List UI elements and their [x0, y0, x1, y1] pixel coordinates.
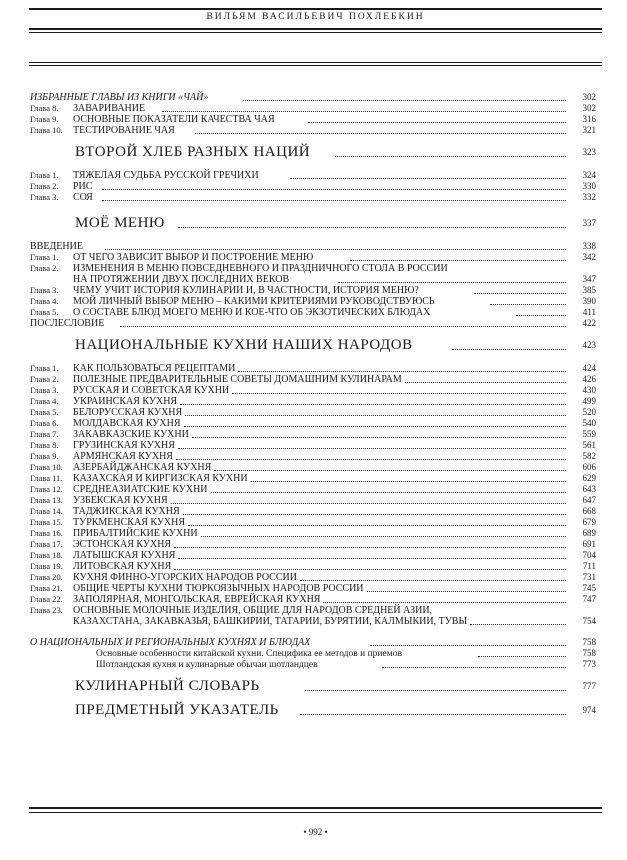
toc-section-bread[interactable]	[30, 140, 596, 164]
chapter-title: ЗАПОЛЯРНАЯ, МОНГОЛЬСКАЯ, ЕВРЕЙСКАЯ КУХНЯ	[73, 594, 321, 605]
toc-section-national[interactable]	[30, 333, 596, 357]
toc-entry[interactable]	[30, 396, 596, 407]
dot-leader	[201, 528, 566, 537]
chapter-label: Глава 3.	[30, 285, 59, 295]
chapter-label: Глава 9.	[30, 451, 59, 461]
dot-leader	[178, 440, 566, 449]
dot-leader	[335, 140, 566, 157]
dot-leader	[300, 572, 566, 581]
chapter-label: Глава 6.	[30, 418, 59, 428]
dot-leader	[452, 333, 566, 350]
chapter-title: ПРИБАЛТИЙСКИЕ КУХНИ	[73, 528, 198, 539]
page-number: 342	[582, 252, 596, 262]
chapter-label: Глава 2.	[30, 263, 59, 273]
national-chapter-list	[30, 363, 596, 627]
chapter-title: О СОСТАВЕ БЛЮД МОЕГО МЕНЮ И КОЕ-ЧТО ОБ ЭКЗОТИЧЕСКИХ БЛЮДАХ	[73, 307, 431, 318]
section-title: ПРЕДМЕТНЫЙ УКАЗАТЕЛЬ	[75, 702, 279, 718]
chapter-label: Глава 15.	[30, 517, 63, 527]
chapter-label: Глава 14.	[30, 506, 63, 516]
chapter-title: ЛИТОВСКАЯ КУХНЯ	[73, 561, 172, 572]
toc-entry[interactable]	[30, 252, 596, 263]
page-number-footer: • 992 •	[303, 827, 328, 837]
chapter-title-line2: КАЗАХСТАНА, ЗАКАВКАЗЬЯ, БАШКИРИИ, ТАТАРИИ, БУРЯТИИ, КАЛМЫКИИ, ТУВЫ	[73, 616, 468, 627]
dot-leader	[102, 181, 566, 190]
chapter-title: МОЙ ЛИЧНЫЙ ВЫБОР МЕНЮ – КАКИМИ КРИТЕРИЯМИ РУКОВОДСТВУЮСЬ	[73, 296, 435, 307]
toc-entry[interactable]	[30, 583, 596, 594]
toc-entry[interactable]	[30, 418, 596, 429]
dot-leader	[178, 550, 566, 559]
chapter-label: Глава 5.	[30, 307, 59, 317]
toc-entry[interactable]	[30, 462, 596, 473]
toc-entry[interactable]	[30, 451, 596, 462]
page-number: 643	[582, 484, 596, 494]
chapter-label: Глава 17.	[30, 539, 63, 549]
section-title: ВТОРОЙ ХЛЕБ РАЗНЫХ НАЦИЙ	[75, 144, 311, 160]
toc-entry[interactable]	[30, 572, 596, 583]
toc-entry[interactable]	[30, 114, 596, 125]
chapter-label: Глава 1.	[30, 363, 59, 373]
page-number: 426	[582, 374, 596, 384]
toc-section-regional[interactable]	[30, 637, 596, 648]
dot-leader	[185, 407, 566, 416]
chapter-label: Глава 1.	[30, 170, 59, 180]
toc-entry[interactable]	[30, 561, 596, 572]
page-number: 424	[582, 363, 596, 373]
dot-leader	[180, 396, 566, 405]
dot-leader	[171, 495, 566, 504]
page-number: 711	[582, 561, 596, 571]
dot-leader	[308, 114, 566, 123]
page-number: 332	[582, 192, 596, 202]
chapter-label: Глава 22.	[30, 594, 63, 604]
chapter-label: Глава 21.	[30, 583, 63, 593]
chapter-title: СОЯ	[73, 192, 93, 203]
toc-entry[interactable]	[30, 385, 596, 396]
header-rule-1	[29, 28, 602, 30]
chapter-title: УКРАИНСКАЯ КУХНЯ	[73, 396, 178, 407]
chapter-label: Глава 9.	[30, 114, 59, 124]
page-number: 582	[582, 451, 596, 461]
chapter-title: РИС	[73, 181, 93, 192]
header-rule-2	[29, 32, 602, 33]
toc-entry[interactable]	[30, 181, 596, 192]
page-number: 773	[582, 659, 596, 669]
chapter-title: ТЯЖЕЛАЯ СУДЬБА РУССКОЙ ГРЕЧИХИ	[73, 170, 259, 181]
dot-leader	[105, 241, 566, 250]
dot-leader	[188, 517, 566, 526]
toc-entry[interactable]	[30, 263, 596, 274]
toc-entry[interactable]	[30, 484, 596, 495]
toc-entry[interactable]	[30, 241, 596, 252]
dot-leader	[178, 211, 566, 228]
dot-leader	[214, 462, 566, 471]
page-number: 629	[582, 473, 596, 483]
chapter-label: Глава 16.	[30, 528, 63, 538]
page-number: 330	[582, 181, 596, 191]
toc-section-dictionary[interactable]	[30, 674, 596, 698]
header-rule-3	[29, 62, 602, 63]
page-number: 316	[582, 114, 596, 124]
entry-title: ВВЕДЕНИЕ	[30, 241, 83, 252]
page-number: 689	[582, 528, 596, 538]
toc-entry[interactable]	[30, 594, 596, 605]
dot-leader	[323, 594, 566, 603]
toc-entry[interactable]	[30, 528, 596, 539]
page-number: 302	[582, 103, 596, 113]
page-number: 559	[582, 429, 596, 439]
chapter-title: ЭСТОНСКАЯ КУХНЯ	[73, 539, 172, 550]
chapter-title: ЗАКАВКАЗСКИЕ КУХНИ	[73, 429, 189, 440]
dot-leader	[382, 659, 566, 668]
page-number: 422	[582, 318, 596, 328]
toc-entry[interactable]	[30, 407, 596, 418]
toc-entry[interactable]	[30, 605, 596, 616]
page-number: 679	[582, 517, 596, 527]
chapter-label: Глава 13.	[30, 495, 63, 505]
chapter-label: Глава 8.	[30, 103, 59, 113]
toc-entry[interactable]	[30, 659, 596, 670]
running-header: ВИЛЬЯМ ВАСИЛЬЕВИЧ ПОХЛЕБКИН	[206, 12, 425, 22]
page-number: 668	[582, 506, 596, 516]
dot-leader	[183, 506, 566, 515]
dot-leader	[367, 583, 566, 592]
page-number: 302	[582, 92, 596, 102]
chapter-title: ТАДЖИКСКАЯ КУХНЯ	[73, 506, 180, 517]
chapter-title: ЧЕМУ УЧИТ ИСТОРИЯ КУЛИНАРИИ И, В ЧАСТНОСТИ, ИСТОРИЯ МЕНЮ?	[73, 285, 419, 296]
chapter-label: Глава 18.	[30, 550, 63, 560]
dot-leader	[195, 125, 566, 134]
dot-leader	[102, 192, 566, 201]
section-title: ИЗБРАННЫЕ ГЛАВЫ ИЗ КНИГИ «ЧАЙ»	[30, 92, 209, 103]
page-number: 338	[582, 241, 596, 251]
chapter-title: ТУРКМЕНСКАЯ КУХНЯ	[73, 517, 186, 528]
chapter-title: УЗБЕКСКАЯ КУХНЯ	[73, 495, 168, 506]
page-number: 423	[582, 340, 596, 350]
page-number: 430	[582, 385, 596, 395]
toc-section-tea[interactable]	[30, 92, 596, 103]
entry-title: Шотландская кухня и кулинарные обычаи шотландцев	[96, 660, 318, 670]
page-number: 347	[582, 274, 596, 284]
chapter-label: Глава 7.	[30, 429, 59, 439]
footer-rule-2	[29, 812, 602, 813]
toc-entry[interactable]	[30, 473, 596, 484]
chapter-label: Глава 11.	[30, 473, 63, 483]
page-number: 731	[582, 572, 596, 582]
chapter-title: РУССКАЯ И СОВЕТСКАЯ КУХНИ	[73, 385, 230, 396]
toc-entry[interactable]	[30, 192, 596, 203]
table-of-contents	[30, 92, 596, 722]
section-title: О НАЦИОНАЛЬНЫХ И РЕГИОНАЛЬНЫХ КУХНЯХ И БЛЮДАХ	[30, 637, 311, 648]
dot-leader	[305, 674, 566, 691]
toc-entry[interactable]	[30, 307, 596, 318]
page-number: 390	[582, 296, 596, 306]
toc-section-menu[interactable]	[30, 211, 596, 235]
toc-entry[interactable]	[30, 125, 596, 136]
page-number: 754	[582, 616, 596, 626]
page-number: 758	[582, 637, 596, 647]
dot-leader	[474, 285, 566, 294]
toc-entry[interactable]	[30, 506, 596, 517]
footer-rule-1	[29, 807, 602, 809]
chapter-label: Глава 4.	[30, 396, 59, 406]
dot-leader	[350, 252, 566, 261]
dot-leader	[370, 637, 566, 646]
page-number: 704	[582, 550, 596, 560]
toc-entry[interactable]	[30, 285, 596, 296]
dot-leader	[251, 473, 566, 482]
page-number: 385	[582, 285, 596, 295]
chapter-label: Глава 3.	[30, 192, 59, 202]
page-number: 777	[582, 681, 596, 691]
chapter-title: БЕЛОРУССКАЯ КУХНЯ	[73, 407, 183, 418]
chapter-title: КАЗАХСКАЯ И КИРГИЗСКАЯ КУХНИ	[73, 473, 248, 484]
toc-entry[interactable]	[30, 170, 596, 181]
dot-leader	[174, 561, 566, 570]
dot-leader	[470, 616, 566, 625]
toc-entry[interactable]	[30, 648, 596, 659]
chapter-title: ОБЩИЕ ЧЕРТЫ КУХНИ ТЮРКОЯЗЫЧНЫХ НАРОДОВ РОССИИ	[73, 583, 364, 594]
chapter-title: ИЗМЕНЕНИЯ В МЕНЮ ПОВСЕДНЕВНОГО И ПРАЗДНИЧНОГО СТОЛА В РОССИИ	[73, 263, 448, 274]
page-number: 974	[582, 705, 596, 715]
chapter-title: АРМЯНСКАЯ КУХНЯ	[73, 451, 173, 462]
chapter-title: КУХНЯ ФИННО-УГОРСКИХ НАРОДОВ РОССИИ	[73, 572, 297, 583]
chapter-label: Глава 2.	[30, 181, 59, 191]
toc-entry[interactable]	[30, 296, 596, 307]
dot-leader	[243, 92, 566, 101]
chapter-title: ТЕСТИРОВАНИЕ ЧАЯ	[73, 125, 175, 136]
chapter-label: Глава 8.	[30, 440, 59, 450]
dot-leader	[338, 274, 566, 283]
chapter-title: ЛАТЫШСКАЯ КУХНЯ	[73, 550, 176, 561]
dot-leader	[516, 307, 566, 316]
section-title: НАЦИОНАЛЬНЫЕ КУХНИ НАШИХ НАРОДОВ	[75, 337, 413, 353]
page-number: 758	[582, 648, 596, 658]
toc-entry[interactable]	[30, 495, 596, 506]
chapter-label: Глава 12.	[30, 484, 63, 494]
chapter-label: Глава 10.	[30, 125, 63, 135]
page-number: 324	[582, 170, 596, 180]
page-number: 540	[582, 418, 596, 428]
toc-entry-continuation[interactable]	[30, 274, 596, 285]
section-title: КУЛИНАРНЫЙ СЛОВАРЬ	[75, 678, 260, 694]
page-number: 520	[582, 407, 596, 417]
page-number: 561	[582, 440, 596, 450]
dot-leader	[162, 103, 566, 112]
section-title: МОЁ МЕНЮ	[75, 215, 165, 231]
chapter-title: КАК ПОЛЬЗОВАТЬСЯ РЕЦЕПТАМИ	[73, 363, 236, 374]
page-number: 745	[582, 583, 596, 593]
dot-leader	[238, 363, 566, 372]
chapter-label: Глава 2.	[30, 374, 59, 384]
header-rule-4	[29, 65, 602, 66]
page-number: 411	[582, 307, 596, 317]
chapter-title: СРЕДНЕАЗИАТСКИЕ КУХНИ	[73, 484, 208, 495]
page-number: 747	[582, 594, 596, 604]
chapter-label: Глава 20.	[30, 572, 63, 582]
dot-leader	[478, 648, 566, 657]
dot-leader	[192, 429, 566, 438]
dot-leader	[290, 170, 566, 179]
page-number: 323	[582, 147, 596, 157]
dot-leader	[120, 318, 566, 327]
chapter-title: ОСНОВНЫЕ ПОКАЗАТЕЛИ КАЧЕСТВА ЧАЯ	[73, 114, 275, 125]
entry-title: Основные особенности китайской кухни. Специфика ее методов и приемов	[96, 649, 402, 659]
dot-leader	[176, 451, 566, 460]
toc-entry[interactable]	[30, 374, 596, 385]
chapter-label: Глава 3.	[30, 385, 59, 395]
chapter-title: ЗАВАРИВАНИЕ	[73, 103, 146, 114]
header-top-rule	[29, 8, 602, 10]
dot-leader	[174, 539, 566, 548]
page-number: 691	[582, 539, 596, 549]
toc-entry[interactable]	[30, 363, 596, 374]
toc-entry[interactable]	[30, 539, 596, 550]
toc-entry[interactable]	[30, 517, 596, 528]
chapter-title: МОЛДАВСКАЯ КУХНЯ	[73, 418, 181, 429]
page-number: 321	[582, 125, 596, 135]
chapter-title: ГРУЗИНСКАЯ КУХНЯ	[73, 440, 175, 451]
toc-section-index[interactable]	[30, 698, 596, 722]
chapter-label: Глава 19.	[30, 561, 63, 571]
entry-title: ПОСЛЕСЛОВИЕ	[30, 318, 105, 329]
chapter-title: ПОЛЕЗНЫЕ ПРЕДВАРИТЕЛЬНЫЕ СОВЕТЫ ДОМАШНИМ КУЛИНАРАМ	[73, 374, 402, 385]
toc-entry[interactable]	[30, 550, 596, 561]
chapter-title: АЗЕРБАЙДЖАНСКАЯ КУХНЯ	[73, 462, 212, 473]
page-number: 337	[582, 218, 596, 228]
page-number: 647	[582, 495, 596, 505]
toc-entry[interactable]	[30, 440, 596, 451]
dot-leader	[232, 385, 566, 394]
chapter-label: Глава 1.	[30, 252, 59, 262]
chapter-title-line2: НА ПРОТЯЖЕНИИ ДВУХ ПОСЛЕДНИХ ВЕКОВ	[73, 274, 290, 285]
toc-entry-continuation[interactable]	[30, 616, 596, 627]
chapter-label: Глава 4.	[30, 296, 59, 306]
page-number: 606	[582, 462, 596, 472]
chapter-title: ОТ ЧЕГО ЗАВИСИТ ВЫБОР И ПОСТРОЕНИЕ МЕНЮ	[73, 252, 314, 263]
dot-leader	[184, 418, 566, 427]
page-number: 499	[582, 396, 596, 406]
chapter-label: Глава 5.	[30, 407, 59, 417]
chapter-label: Глава 10.	[30, 462, 63, 472]
dot-leader	[405, 374, 566, 383]
dot-leader	[300, 698, 566, 715]
toc-entry[interactable]	[30, 318, 596, 329]
dot-leader	[490, 296, 566, 305]
chapter-title: ОСНОВНЫЕ МОЛОЧНЫЕ ИЗДЕЛИЯ, ОБЩИЕ ДЛЯ НАРОДОВ СРЕДНЕЙ АЗИИ,	[73, 605, 433, 616]
toc-entry[interactable]	[30, 429, 596, 440]
chapter-label: Глава 23.	[30, 605, 63, 615]
toc-entry[interactable]	[30, 103, 596, 114]
dot-leader	[211, 484, 566, 493]
